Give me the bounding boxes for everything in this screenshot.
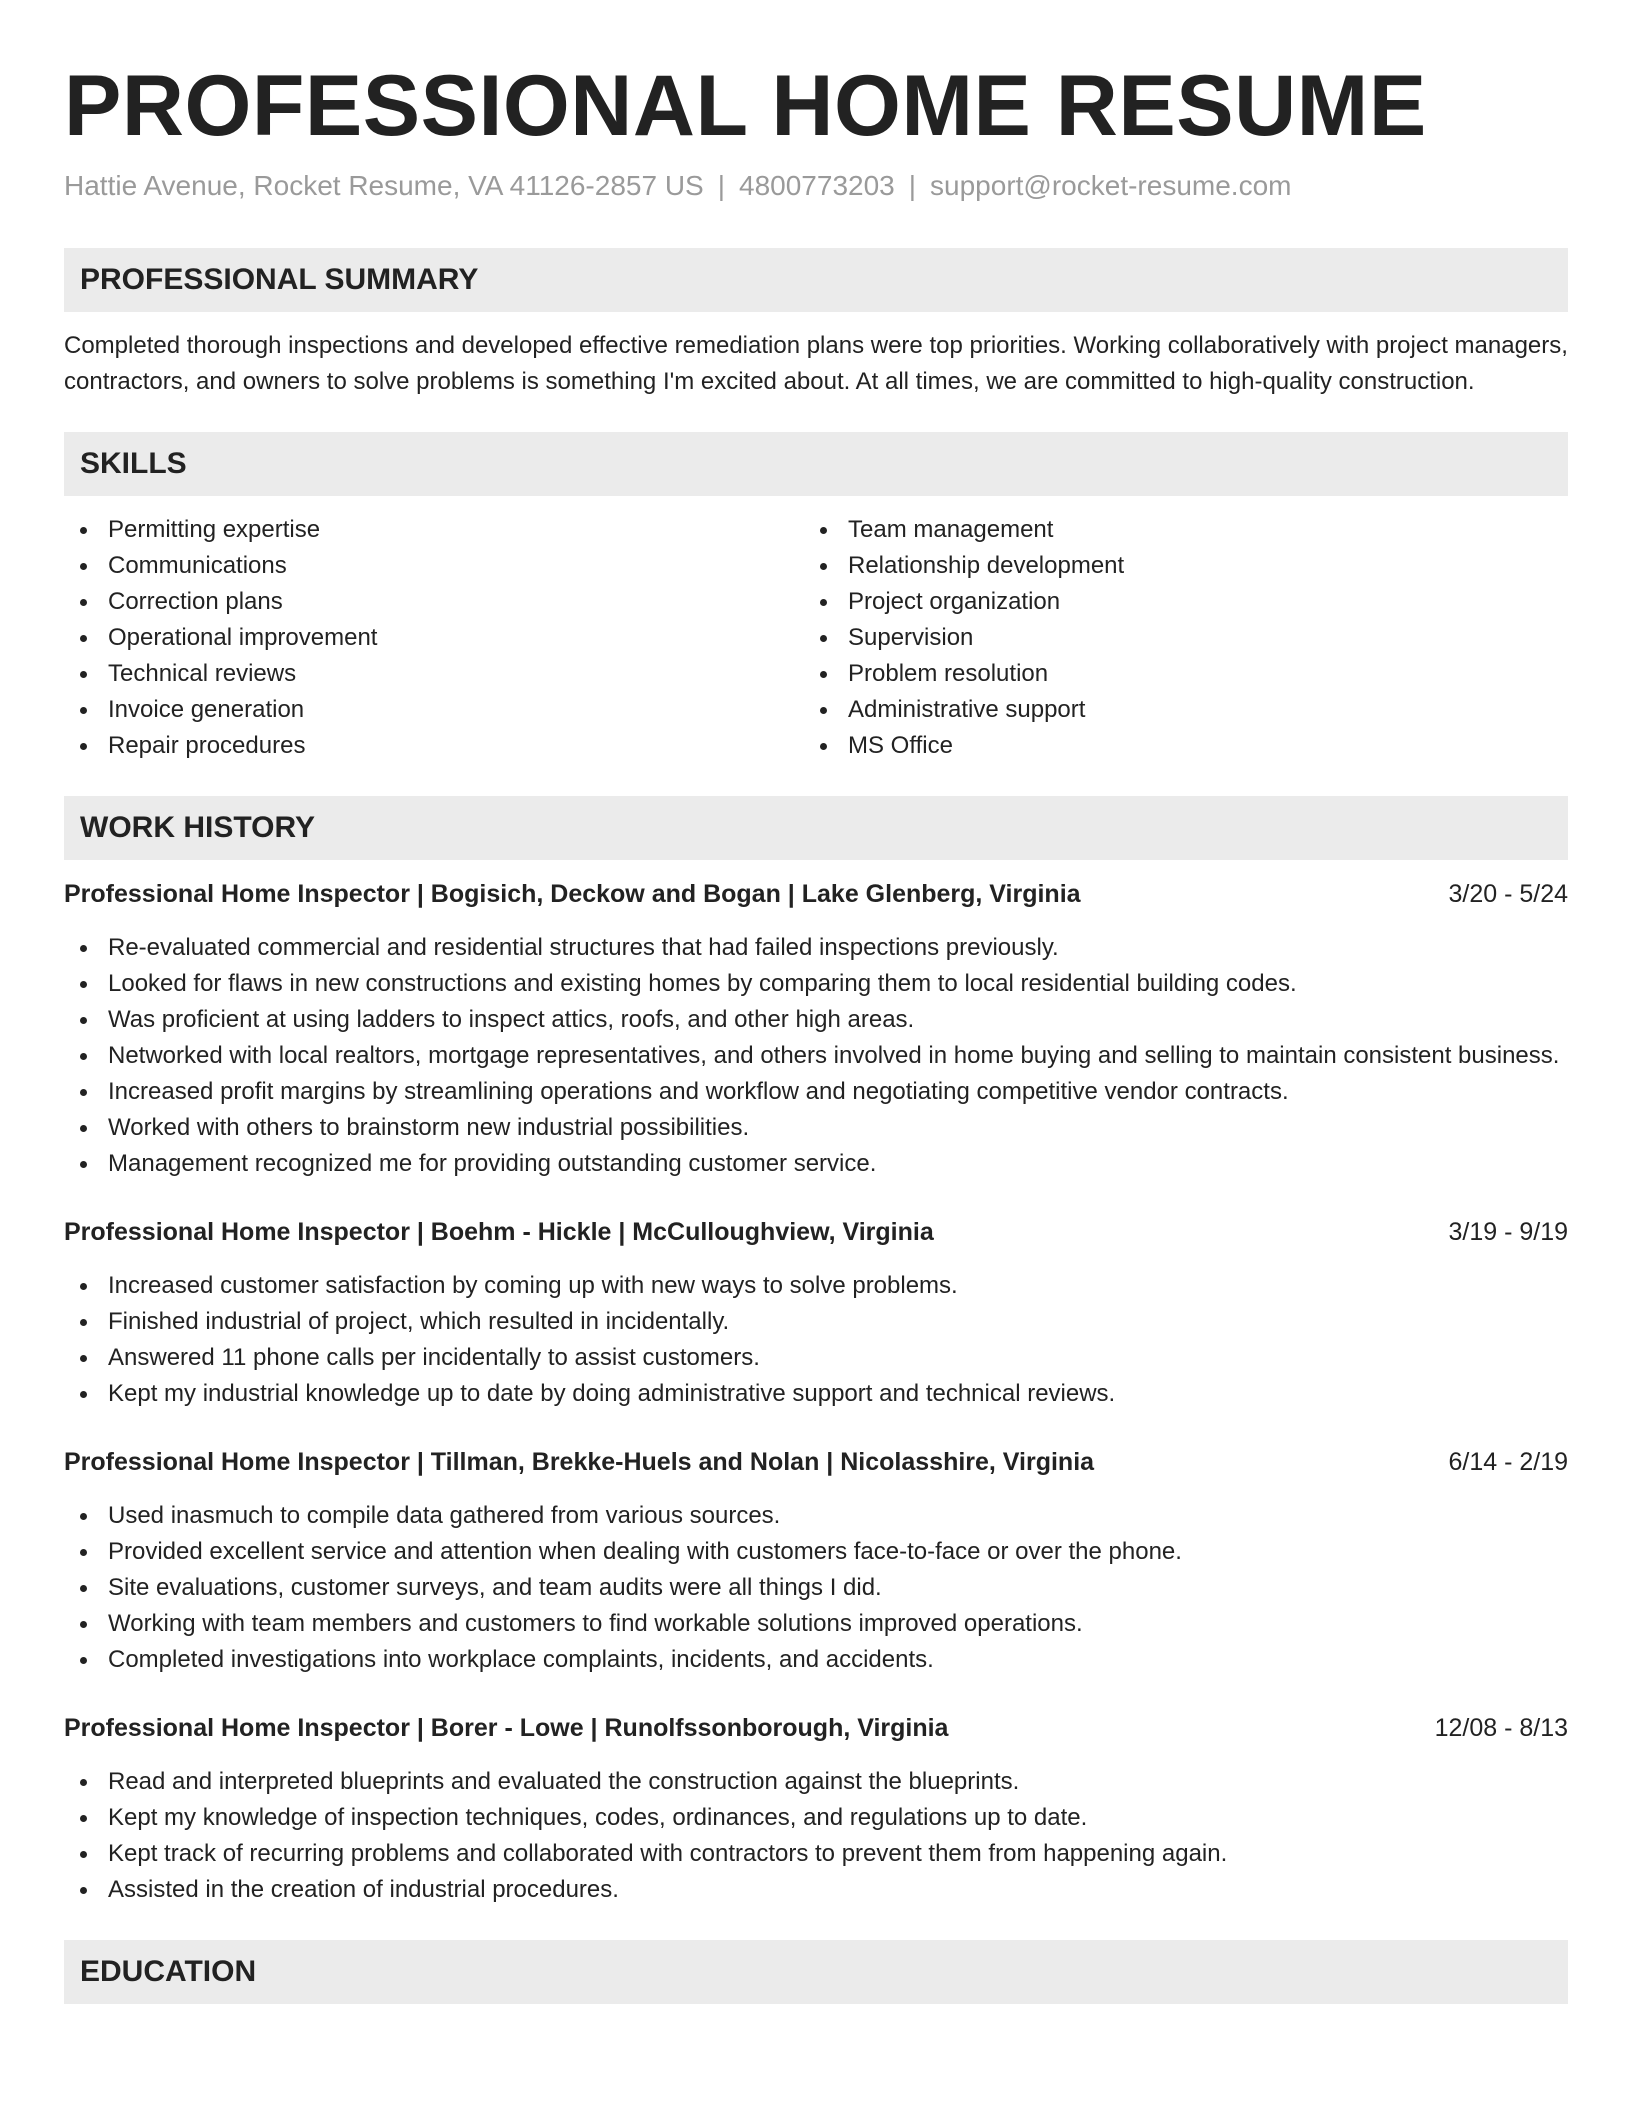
- job-bullets: [64, 930, 1568, 1182]
- job-dates: 6/14 - 2/19: [1448, 1448, 1568, 1476]
- summary-section-header: [64, 248, 1568, 312]
- job-bullet: Working with team members and customers to find workable solutions improved operations.: [64, 1606, 1568, 1642]
- skill-item: Relationship development: [804, 548, 1544, 584]
- job-bullet: Worked with others to brainstorm new industrial possibilities.: [64, 1110, 1568, 1146]
- skill-item: Permitting expertise: [64, 512, 804, 548]
- job-heading: Professional Home Inspector | Boehm - Hickle | McCulloughview, Virginia: [64, 1218, 934, 1246]
- resume-page: [64, 0, 1568, 2004]
- job-bullets: [64, 1498, 1568, 1678]
- skills-column-left: [64, 512, 804, 764]
- skill-item: Communications: [64, 548, 804, 584]
- job-bullet: Looked for flaws in new constructions and existing homes by comparing them to local residential building codes.: [64, 966, 1568, 1002]
- resume-name: PROFESSIONAL HOME RESUME: [64, 58, 1427, 154]
- skill-item: Problem resolution: [804, 656, 1544, 692]
- skill-item: Operational improvement: [64, 620, 804, 656]
- job-bullet: Read and interpreted blueprints and evaluated the construction against the blueprints.: [64, 1764, 1568, 1800]
- job-bullet: Kept track of recurring problems and collaborated with contractors to prevent them from happening again.: [64, 1836, 1568, 1872]
- job-entry: [64, 1214, 1568, 1412]
- skill-item: Project organization: [804, 584, 1544, 620]
- job-heading: Professional Home Inspector | Borer - Lowe | Runolfssonborough, Virginia: [64, 1714, 949, 1742]
- job-header: [64, 1444, 1568, 1480]
- skills-title: SKILLS: [80, 447, 187, 480]
- skill-item: Administrative support: [804, 692, 1544, 728]
- skills-column-right: [804, 512, 1544, 764]
- job-entry: [64, 876, 1568, 1182]
- summary-text: Completed thorough inspections and developed effective remediation plans were top priorities. Working collaboratively with project managers, contractors, and owners to solve problems is something I'm excited about. At all times, we are committed to high-quality construction.: [64, 332, 1568, 395]
- job-dates: 3/19 - 9/19: [1448, 1218, 1568, 1246]
- summary-title: PROFESSIONAL SUMMARY: [80, 263, 479, 296]
- skill-item: Correction plans: [64, 584, 804, 620]
- job-bullet: Networked with local realtors, mortgage representatives, and others involved in home buying and selling to maintain consistent business.: [64, 1038, 1568, 1074]
- job-entry: [64, 1710, 1568, 1908]
- job-bullet: Site evaluations, customer surveys, and team audits were all things I did.: [64, 1570, 1568, 1606]
- skill-item: Repair procedures: [64, 728, 804, 764]
- education-section-header: [64, 1940, 1568, 2004]
- job-bullet: Re-evaluated commercial and residential structures that had failed inspections previously.: [64, 930, 1568, 966]
- job-heading: Professional Home Inspector | Tillman, Brekke-Huels and Nolan | Nicolasshire, Virginia: [64, 1448, 1095, 1476]
- skill-item: MS Office: [804, 728, 1544, 764]
- job-bullet: Was proficient at using ladders to inspect attics, roofs, and other high areas.: [64, 1002, 1568, 1038]
- skills-list: [64, 512, 1568, 764]
- skill-item: Invoice generation: [64, 692, 804, 728]
- skills-section-header: [64, 432, 1568, 496]
- job-bullet: Kept my industrial knowledge up to date by doing administrative support and technical reviews.: [64, 1376, 1568, 1412]
- contact-line: [64, 166, 1568, 206]
- contact-phone: 4800773203: [739, 170, 895, 201]
- job-bullet: Increased profit margins by streamlining operations and workflow and negotiating competitive vendor contracts.: [64, 1074, 1568, 1110]
- job-bullet: Used inasmuch to compile data gathered from various sources.: [64, 1498, 1568, 1534]
- job-entry: [64, 1444, 1568, 1678]
- contact-separator: |: [717, 170, 726, 201]
- job-bullets: [64, 1764, 1568, 1908]
- job-bullet: Assisted in the creation of industrial procedures.: [64, 1872, 1568, 1908]
- skill-item: Team management: [804, 512, 1544, 548]
- job-heading: Professional Home Inspector | Bogisich, Deckow and Bogan | Lake Glenberg, Virginia: [64, 880, 1081, 908]
- job-header: [64, 876, 1568, 912]
- contact-address: Hattie Avenue, Rocket Resume, VA 41126-2857 US: [64, 170, 704, 201]
- job-header: [64, 1710, 1568, 1746]
- contact-separator: |: [908, 170, 917, 201]
- work-history-title: WORK HISTORY: [80, 811, 316, 844]
- job-header: [64, 1214, 1568, 1250]
- job-bullet: Increased customer satisfaction by coming up with new ways to solve problems.: [64, 1268, 1568, 1304]
- job-bullet: Management recognized me for providing outstanding customer service.: [64, 1146, 1568, 1182]
- work-history-section-header: [64, 796, 1568, 860]
- job-dates: 3/20 - 5/24: [1448, 880, 1568, 908]
- job-bullet: Provided excellent service and attention when dealing with customers face-to-face or over the phone.: [64, 1534, 1568, 1570]
- education-title: EDUCATION: [80, 1955, 257, 1988]
- job-bullets: [64, 1268, 1568, 1412]
- skill-item: Technical reviews: [64, 656, 804, 692]
- skill-item: Supervision: [804, 620, 1544, 656]
- job-dates: 12/08 - 8/13: [1434, 1714, 1568, 1742]
- job-bullet: Answered 11 phone calls per incidentally to assist customers.: [64, 1340, 1568, 1376]
- job-bullet: Finished industrial of project, which resulted in incidentally.: [64, 1304, 1568, 1340]
- job-bullet: Completed investigations into workplace complaints, incidents, and accidents.: [64, 1642, 1568, 1678]
- job-bullet: Kept my knowledge of inspection techniques, codes, ordinances, and regulations up to date.: [64, 1800, 1568, 1836]
- contact-email: support@rocket-resume.com: [930, 170, 1292, 201]
